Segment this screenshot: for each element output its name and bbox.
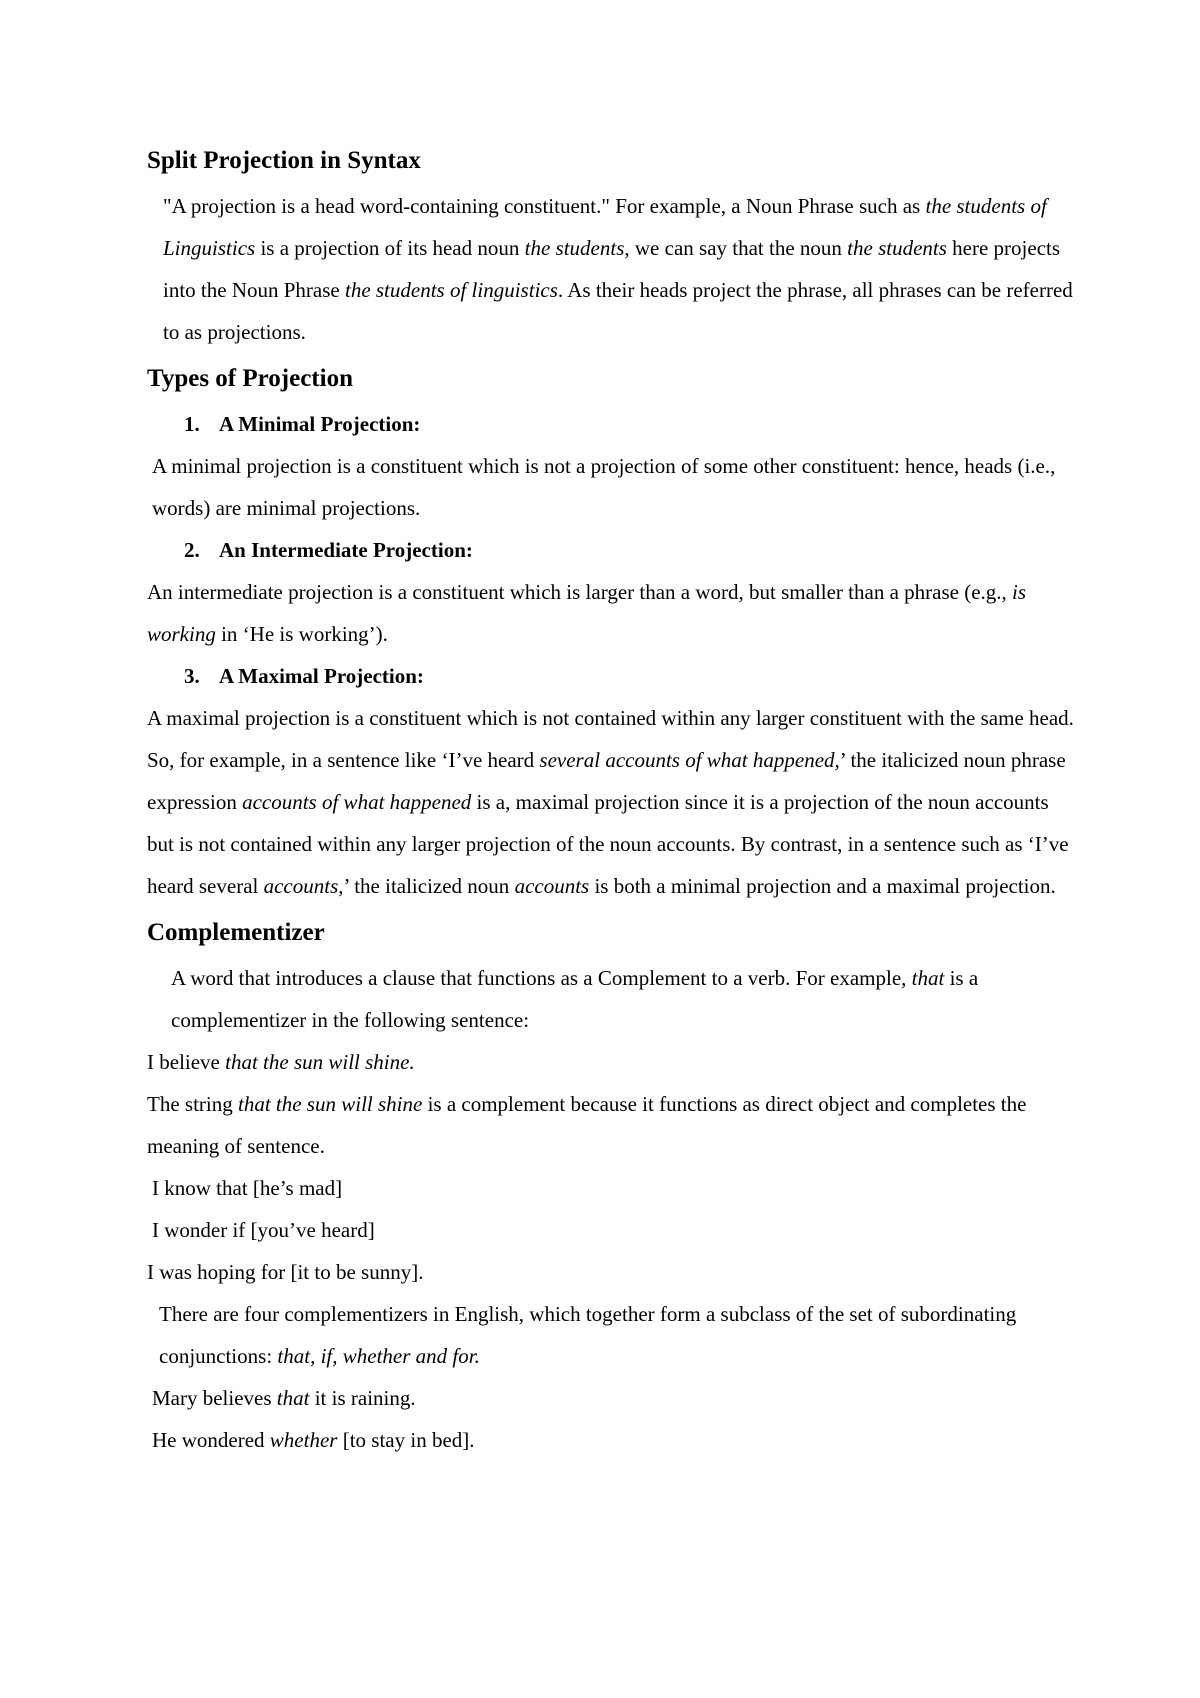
text: The string [147, 1092, 238, 1116]
heading-split-projection: Split Projection in Syntax [147, 147, 421, 174]
text: ’ the italicized noun [343, 874, 515, 898]
text: "A projection is a head word-containing constituent." For example, a Noun Phrase such as [163, 194, 926, 218]
example-sentence-1 [147, 1041, 1077, 1083]
text: is both a minimal projection and a maximal projection. [589, 874, 1056, 898]
italic-text: accounts of what happened [242, 790, 472, 814]
text: . As their heads project the phrase, all phrases can be referred to as projections. [163, 278, 1073, 344]
text: Mary believes [152, 1386, 277, 1410]
italic-text: accounts, [263, 874, 344, 898]
paragraph-projection-definition [147, 185, 1077, 353]
text: it is raining. [309, 1386, 416, 1410]
heading-complementizer: Complementizer [147, 919, 325, 946]
italic-text: whether [269, 1428, 338, 1452]
paragraph-complementizer-definition [147, 957, 1077, 1041]
text: He wondered [152, 1428, 270, 1452]
text: An intermediate projection is a constituent which is larger than a word, but smaller than a phrase (e.g., [147, 580, 1013, 604]
text: A maximal projection is a constituent which is not contained within any larger constituent with the same head. So, for example, in a sentence like ‘I’ve heard [147, 706, 1074, 772]
italic-text: that, if, whether and for. [277, 1344, 480, 1368]
italic-text: that the sun will shine [237, 1092, 423, 1116]
italic-text: that [276, 1386, 310, 1410]
example-sentence-6 [147, 1419, 1077, 1461]
italic-text: the students of Linguistics [163, 194, 1047, 260]
italic-text: the students [847, 236, 947, 260]
text: is a complement because it functions as direct object and completes the meaning of sentence. [147, 1092, 1027, 1158]
text: is a complementizer in the following sentence: [171, 966, 979, 1032]
list-item-label: A Minimal Projection: [219, 412, 421, 436]
text: is a projection of its head noun [255, 236, 525, 260]
heading-types-of-projection: Types of Projection [147, 365, 353, 392]
list-item-label: An Intermediate Projection: [219, 538, 473, 562]
list-item-intermediate-heading [147, 529, 1077, 571]
paragraph-four-complementizers [147, 1293, 1077, 1377]
paragraph-maximal-projection [147, 697, 1077, 907]
italic-text: accounts [514, 874, 590, 898]
example-sentence-4: I was hoping for [it to be sunny]. [147, 1260, 424, 1284]
list-number: 2. [184, 538, 200, 562]
text: in ‘He is working’). [215, 622, 388, 646]
text: , we can say that the noun [624, 236, 848, 260]
text: There are four complementizers in English, which together form a subclass of the set of subordinating conjunctions: [159, 1302, 1017, 1368]
text: ’ the italicized noun phrase expression [147, 748, 1066, 814]
italic-text: the students [524, 236, 625, 260]
italic-text: that the sun will shine. [225, 1050, 415, 1074]
example-sentence-5 [147, 1377, 1077, 1419]
example-sentence-2: I know that [he’s mad] [152, 1176, 343, 1200]
paragraph-intermediate-projection [147, 571, 1077, 655]
italic-text: that [911, 966, 945, 990]
text: [to stay in bed]. [337, 1428, 475, 1452]
text: A word that introduces a clause that functions as a Complement to a verb. For example, [171, 966, 912, 990]
italic-text: the students of linguistics [344, 278, 558, 302]
paragraph-minimal-projection: A minimal projection is a constituent which is not a projection of some other constituent: hence, heads (i.e., words) are minimal projections. [152, 454, 1056, 520]
paragraph-complement-explanation [147, 1083, 1077, 1167]
list-item-label: A Maximal Projection: [219, 664, 424, 688]
document-page [147, 145, 1077, 1461]
list-item-maximal-heading [147, 655, 1077, 697]
text: is a, maximal projection since it is a projection of the noun accounts but is not contained within any larger projection of the noun accounts. By contrast, in a sentence such as ‘I’ve heard several [147, 790, 1069, 898]
text: here projects into the Noun Phrase [163, 236, 1061, 302]
list-item-minimal-heading [147, 403, 1077, 445]
italic-text: is working [147, 580, 1027, 646]
italic-text: several accounts of what happened, [539, 748, 840, 772]
list-number: 1. [184, 412, 200, 436]
example-sentence-3: I wonder if [you’ve heard] [152, 1218, 375, 1242]
text: I believe [147, 1050, 226, 1074]
list-number: 3. [184, 664, 200, 688]
